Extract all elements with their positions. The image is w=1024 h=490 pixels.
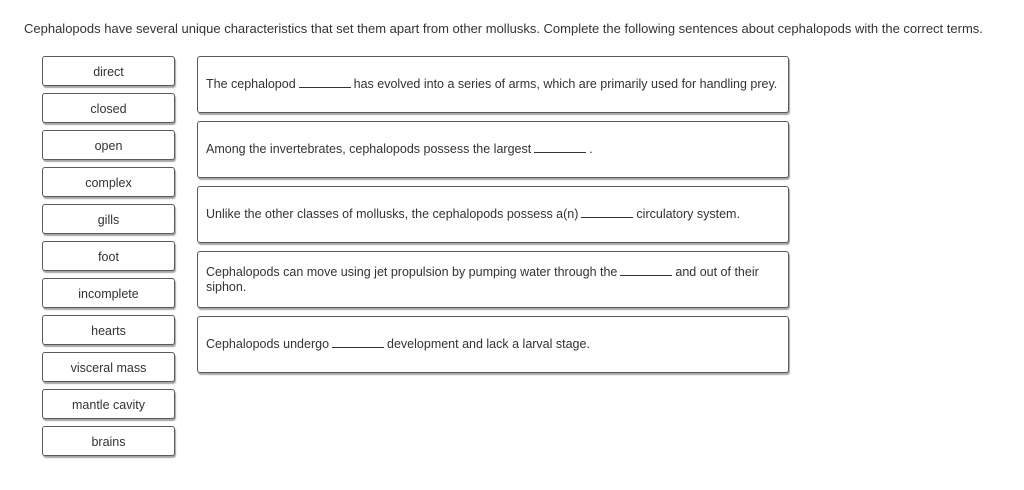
term-label: foot — [98, 250, 119, 264]
term-foot[interactable] — [42, 241, 175, 271]
term-label: open — [94, 139, 123, 153]
term-label: closed — [90, 102, 127, 116]
term-open[interactable] — [42, 130, 175, 160]
instructions-text: Cephalopods have several unique characteristics that set them apart from other mollusks. Complete the following sentences about cephalopods with the correct terms. — [24, 21, 983, 36]
term-label: brains — [91, 435, 126, 449]
sentence-box-4[interactable] — [197, 251, 789, 308]
term-hearts[interactable] — [42, 315, 175, 345]
answer-blank[interactable] — [581, 207, 633, 218]
answer-blank[interactable] — [299, 77, 351, 88]
sentence-text — [206, 207, 740, 222]
term-label: gills — [97, 213, 120, 227]
sentence-box-1[interactable] — [197, 56, 789, 113]
answer-blank[interactable] — [534, 142, 586, 153]
sentence-before: Cephalopods undergo — [206, 337, 330, 351]
sentence-after: circulatory system. — [636, 207, 740, 221]
sentence-text — [206, 77, 777, 92]
term-incomplete[interactable] — [42, 278, 175, 308]
term-label: hearts — [91, 324, 126, 338]
sentence-after: . — [589, 142, 593, 156]
term-label: visceral mass — [70, 361, 147, 375]
sentence-before: The cephalopod — [206, 77, 296, 91]
sentence-after: has evolved into a series of arms, which are primarily used for handling prey. — [353, 77, 778, 91]
sentence-before: Unlike the other classes of mollusks, the cephalopods possess a(n) — [206, 207, 579, 221]
term-label: mantle cavity — [72, 398, 145, 412]
sentence-box-5[interactable] — [197, 316, 789, 373]
sentence-text — [206, 337, 590, 352]
sentence-after: and out of their siphon. — [206, 264, 759, 294]
sentence-box-3[interactable] — [197, 186, 789, 243]
sentence-box-2[interactable] — [197, 121, 789, 178]
term-direct[interactable] — [42, 56, 175, 86]
sentence-text — [206, 142, 593, 157]
term-brains[interactable] — [42, 426, 175, 456]
answer-blank[interactable] — [332, 337, 384, 348]
term-visceral-mass[interactable] — [42, 352, 175, 382]
sentence-before: Among the invertebrates, cephalopods possess the largest — [206, 142, 532, 156]
term-complex[interactable] — [42, 167, 175, 197]
term-closed[interactable] — [42, 93, 175, 123]
term-label: direct — [93, 65, 124, 79]
sentence-before: Cephalopods can move using jet propulsion by pumping water through the — [206, 264, 618, 279]
sentence-after: development and lack a larval stage. — [387, 337, 590, 351]
term-mantle-cavity[interactable] — [42, 389, 175, 419]
term-label: incomplete — [78, 287, 139, 301]
answer-blank[interactable] — [620, 265, 672, 276]
sentence-text — [206, 265, 780, 295]
term-label: complex — [85, 176, 132, 190]
term-gills[interactable] — [42, 204, 175, 234]
